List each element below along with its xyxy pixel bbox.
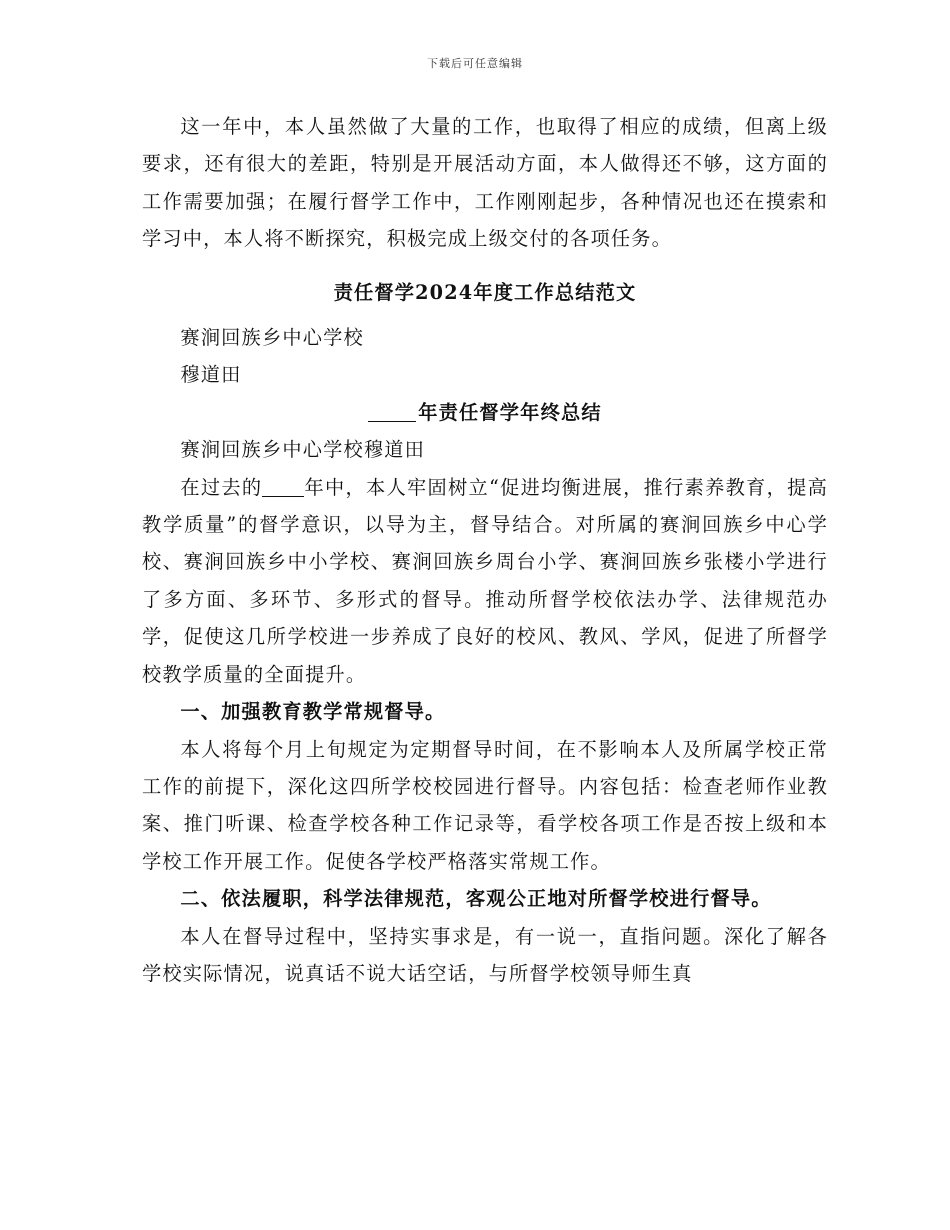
intro-paragraph: 这一年中，本人虽然做了大量的工作，也取得了相应的成绩，但离上级要求，还有很大的差距，特别是开展活动方面，本人做得还不够，这方面的工作需要加强；在履行督学工作中，工作刚刚起步，各种情况也还在摸索和学习中，本人将不断探究，积极完成上级交付的各项任务。 <box>142 115 828 251</box>
byline: 赛涧回族乡中心学校穆道田 <box>180 438 426 462</box>
heading-1: 一、加强教育教学常规督导。 <box>180 700 446 724</box>
paragraph-1-text: 年中，本人牢固树立“促进均衡进展，推行素养教育，提高教学质量”的督学意识，以导为主，督导结合。对所属的赛涧回族乡中心学校、赛涧回族乡中小学校、赛涧回族乡周台小学、赛涧回族乡张楼小学进行了多方面、多环节、多形式的督导。推动所督学校依法办学、法律规范办学，促使这几所学校进一步养成了良好的校风、教风、学风，促进了所督学校教学质量的全面提升。 <box>142 475 828 686</box>
document-title: 责任督学2024年度工作总结范文 <box>333 280 637 304</box>
page-header: 下载后可任意编辑 <box>427 57 523 70</box>
paragraph-1 <box>142 469 828 693</box>
year-blank <box>368 401 416 422</box>
school-name: 赛涧回族乡中心学校 <box>180 326 364 350</box>
heading-2: 二、依法履职，科学法律规范，客观公正地对所督学校进行督导。 <box>180 887 772 911</box>
section-subtitle <box>142 394 828 431</box>
author-name: 穆道田 <box>180 363 242 387</box>
paragraph-3: 本人在督导过程中，坚持实事求是，有一说一，直指问题。深化了解各学校实际情况，说真话不说大话空话，与所督学校领导师生真 <box>142 924 828 985</box>
paragraph-2: 本人将每个月上旬规定为定期督导时间，在不影响本人及所属学校正常工作的前提下，深化这四所学校校园进行督导。内容包括：检查老师作业教案、推门听课、检查学校各种工作记录等，看学校各项工作是否按上级和本学校工作开展工作。促使各学校严格落实常规工作。 <box>142 737 828 873</box>
document-body <box>142 108 828 992</box>
subtitle-text: 年责任督学年终总结 <box>418 400 602 424</box>
paragraph-1-prefix: 在过去的 <box>180 475 263 499</box>
year-blank-inline <box>262 476 304 497</box>
